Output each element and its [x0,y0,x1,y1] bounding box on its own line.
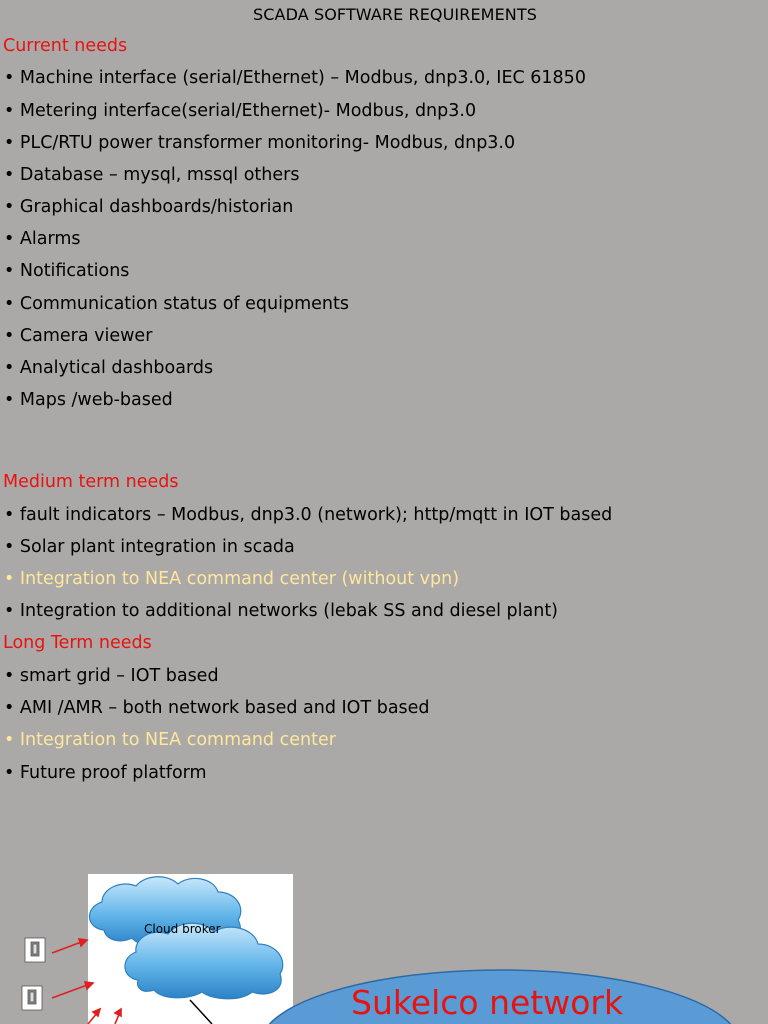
cloud-network-link [190,1000,212,1024]
list-item: • Solar plant integration in scada [4,537,295,557]
list-item: • Alarms [4,229,81,249]
list-item: • Metering interface(serial/Ethernet)- Modbus, dnp3.0 [4,101,477,121]
page-title: SCADA SOFTWARE REQUIREMENTS [253,5,537,24]
list-item-highlight: • Integration to NEA command center [4,730,336,750]
list-item: • smart grid – IOT based [4,666,219,686]
cloud-broker-label: Cloud broker [144,922,221,936]
device-icon [22,986,42,1010]
list-item: • Analytical dashboards [4,358,214,378]
list-item-highlight: • Integration to NEA command center (without vpn) [4,569,460,589]
list-item: • Future proof platform [4,763,207,783]
list-item: • Integration to additional networks (lebak SS and diesel plant) [4,601,559,621]
device-icon [25,938,45,962]
network-label: Sukelco network [351,983,624,1022]
list-item: • Maps /web-based [4,390,173,410]
list-item: • AMI /AMR – both network based and IOT based [4,698,430,718]
list-item: • Communication status of equipments [4,294,349,314]
list-item: • PLC/RTU power transformer monitoring- Modbus, dnp3.0 [4,133,516,153]
long-term-heading: Long Term needs [3,633,152,653]
list-item: • Camera viewer [4,326,153,346]
list-item: • Machine interface (serial/Ethernet) – Modbus, dnp3.0, IEC 61850 [4,68,586,88]
list-item: • fault indicators – Modbus, dnp3.0 (network); http/mqtt in IOT based [4,505,613,525]
medium-term-heading: Medium term needs [3,472,179,492]
current-needs-heading: Current needs [3,36,128,56]
list-item: • Database – mysql, mssql others [4,165,300,185]
list-item: • Graphical dashboards/historian [4,197,294,217]
list-item: • Notifications [4,261,130,281]
